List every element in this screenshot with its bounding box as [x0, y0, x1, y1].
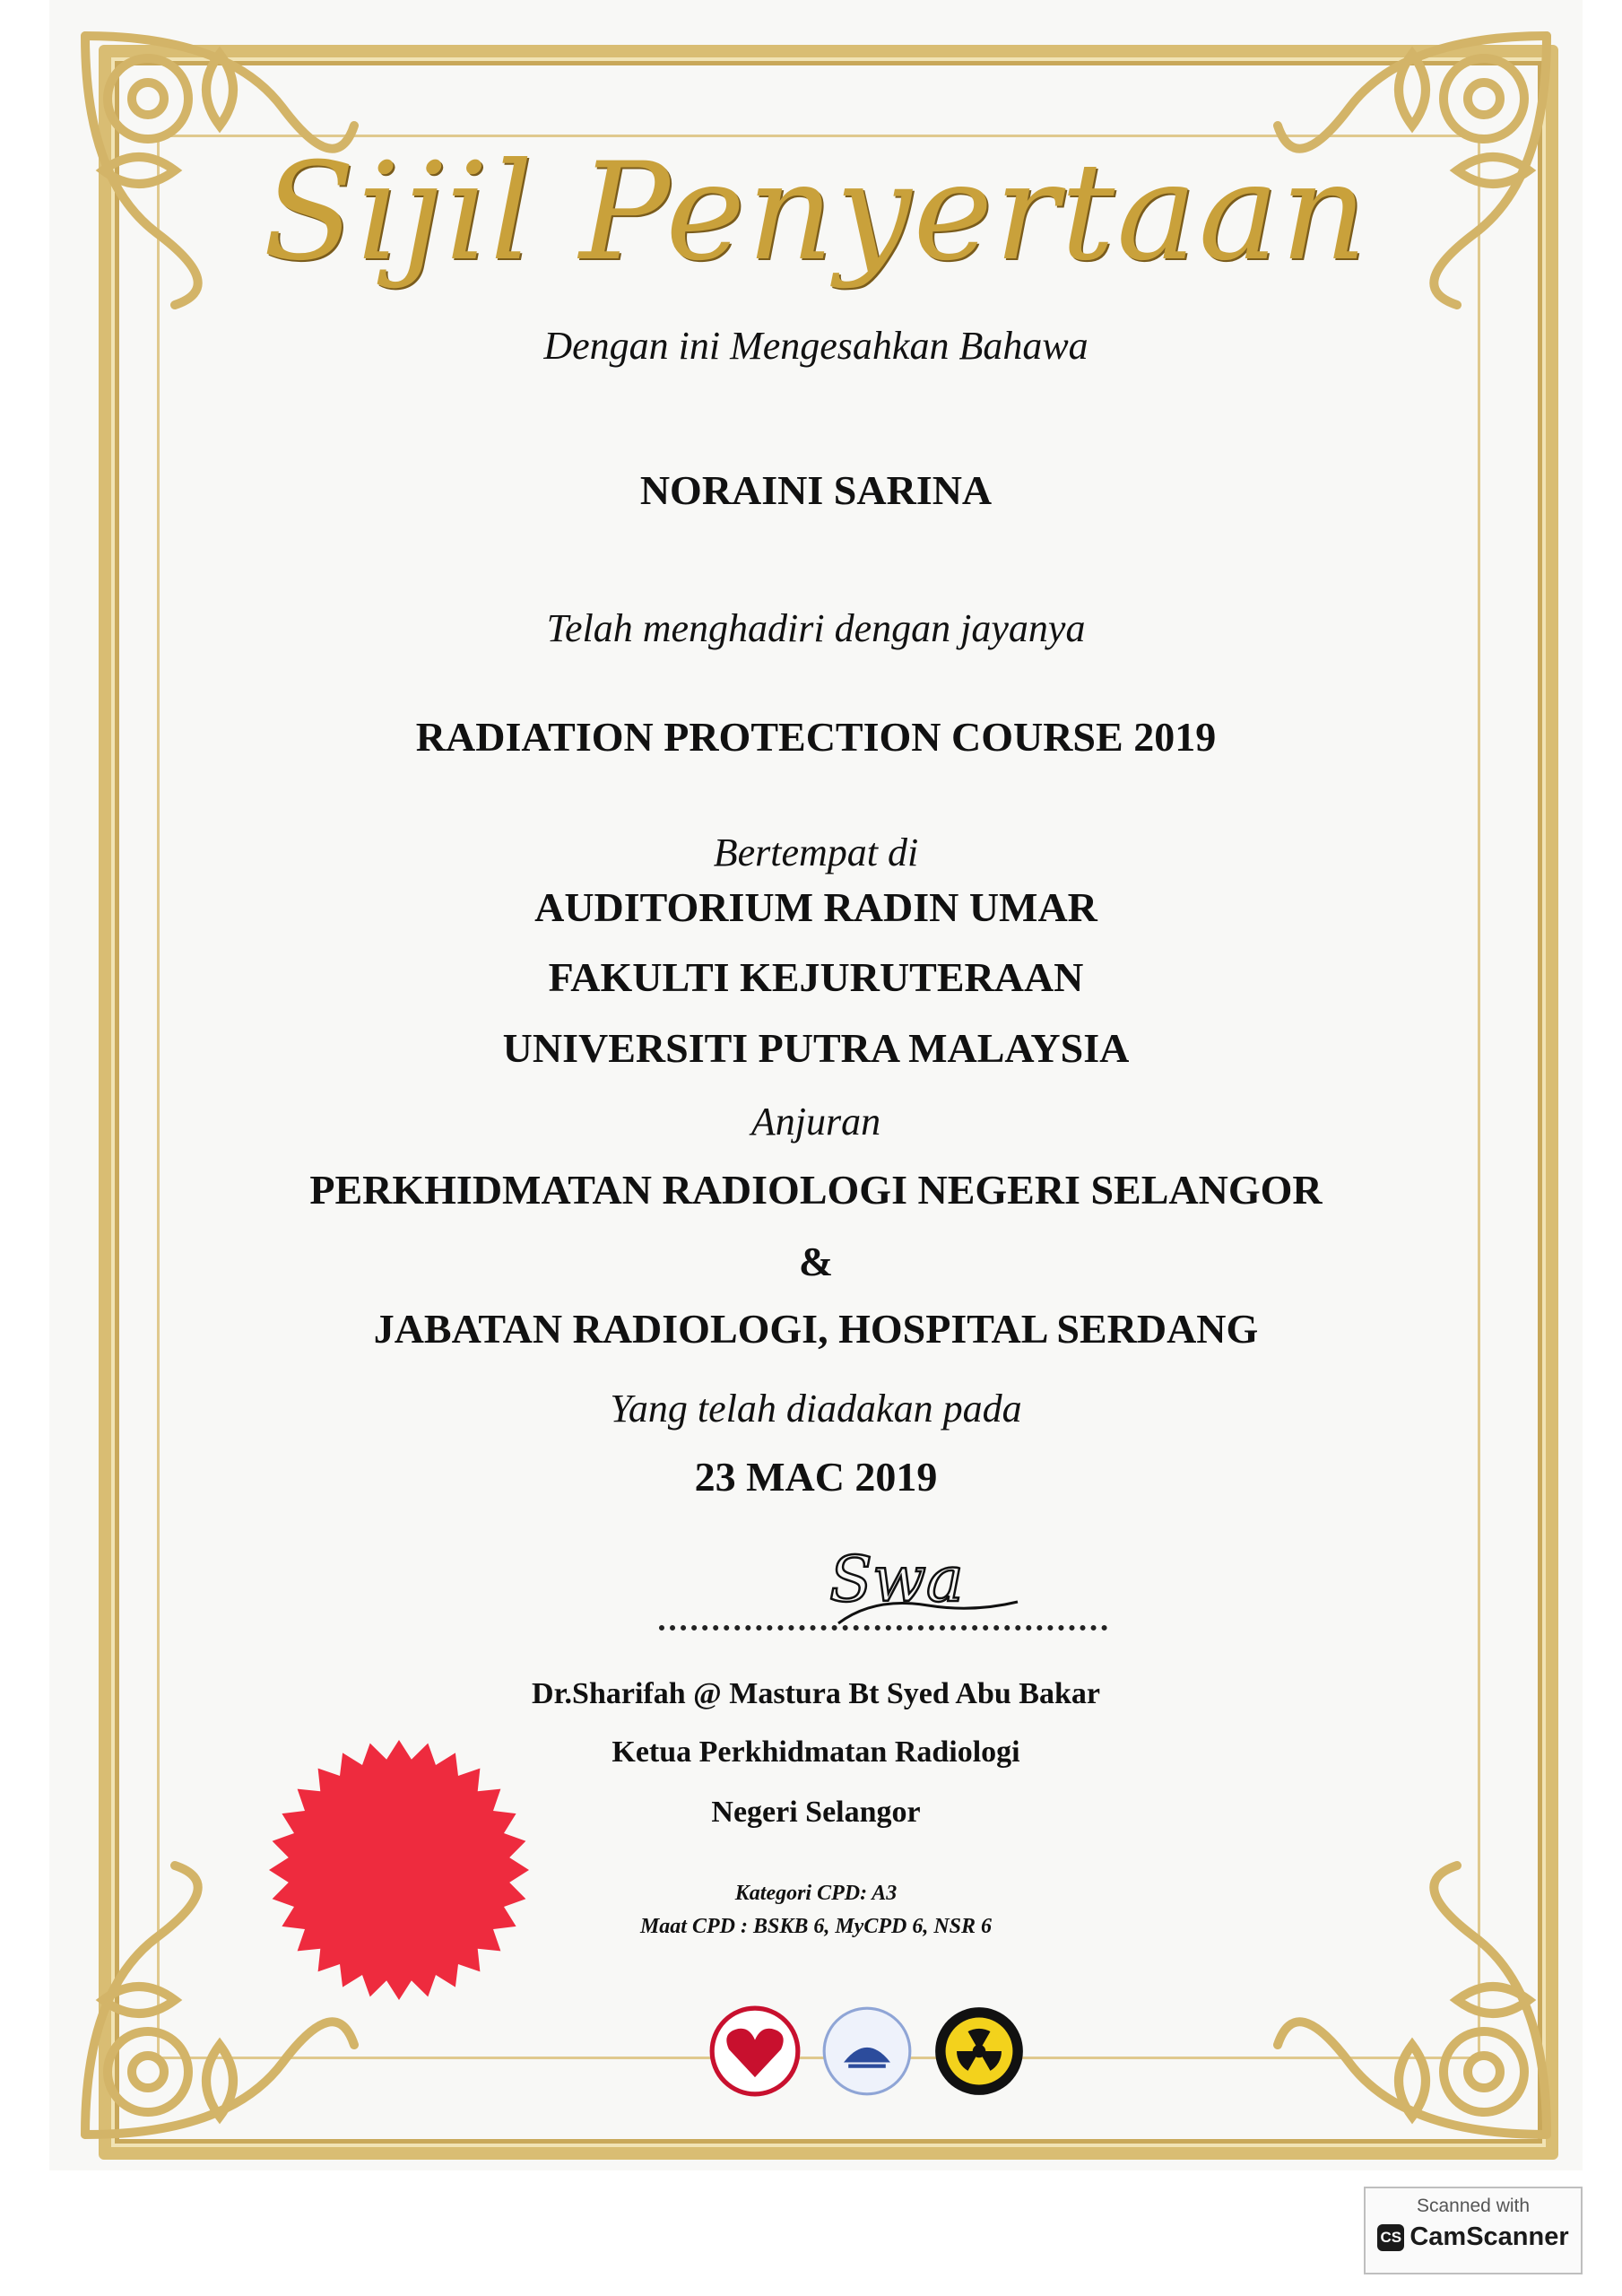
- organization-logo-radiation-icon: [932, 2005, 1026, 2098]
- venue-line-1: AUDITORIUM RADIN UMAR: [534, 884, 1097, 930]
- organizer-1: PERKHIDMATAN RADIOLOGI NEGERI SELANGOR: [309, 1167, 1323, 1213]
- organizer-intro: Anjuran: [750, 1100, 881, 1144]
- camscanner-logo-icon: CS: [1377, 2224, 1404, 2251]
- camscanner-badge: [1364, 2187, 1583, 2274]
- scanned-with-label: Scanned with: [1416, 2196, 1531, 2216]
- course-name: RADIATION PROTECTION COURSE 2019: [415, 714, 1217, 760]
- certify-line: Dengan ini Mengesahkan Bahawa: [543, 324, 1089, 368]
- attended-line: Telah menghadiri dengan jayanya: [546, 606, 1086, 650]
- recipient-name: NORAINI SARINA: [639, 467, 993, 513]
- signature-mark: [820, 1534, 1027, 1632]
- organization-logo-crest-icon: [820, 2005, 914, 2098]
- cpd-points: Maat CPD : BSKB 6, MyCPD 6, NSR 6: [639, 1915, 993, 1938]
- venue-line-3: UNIVERSITI PUTRA MALAYSIA: [502, 1025, 1130, 1071]
- signature-dotted-line: [659, 1625, 1107, 1631]
- event-date: 23 MAC 2019: [694, 1454, 938, 1500]
- venue-intro: Bertempat di: [713, 831, 919, 874]
- venue-line-2: FAKULTI KEJURUTERAAN: [548, 954, 1084, 1000]
- svg-text:Swa: Swa: [829, 1543, 964, 1616]
- red-seal-icon: [265, 1735, 533, 2005]
- camscanner-app-name: CamScanner: [1409, 2222, 1569, 2251]
- signatory-position: Ketua Perkhidmatan Radiologi: [612, 1735, 1020, 1769]
- signatory-name: Dr.Sharifah @ Mastura Bt Syed Abu Bakar: [532, 1677, 1100, 1710]
- certificate-title: Sijil Penyertaan: [263, 135, 1369, 291]
- signatory-state: Negeri Selangor: [711, 1796, 921, 1829]
- ampersand: &: [798, 1239, 834, 1284]
- cpd-category: Kategori CPD: A3: [734, 1882, 898, 1905]
- certificate-paper: [49, 0, 1583, 2170]
- date-intro: Yang telah diadakan pada: [610, 1387, 1022, 1431]
- organization-logo-heart-icon: [708, 2005, 802, 2098]
- organizer-2: JABATAN RADIOLOGI, HOSPITAL SERDANG: [373, 1306, 1259, 1352]
